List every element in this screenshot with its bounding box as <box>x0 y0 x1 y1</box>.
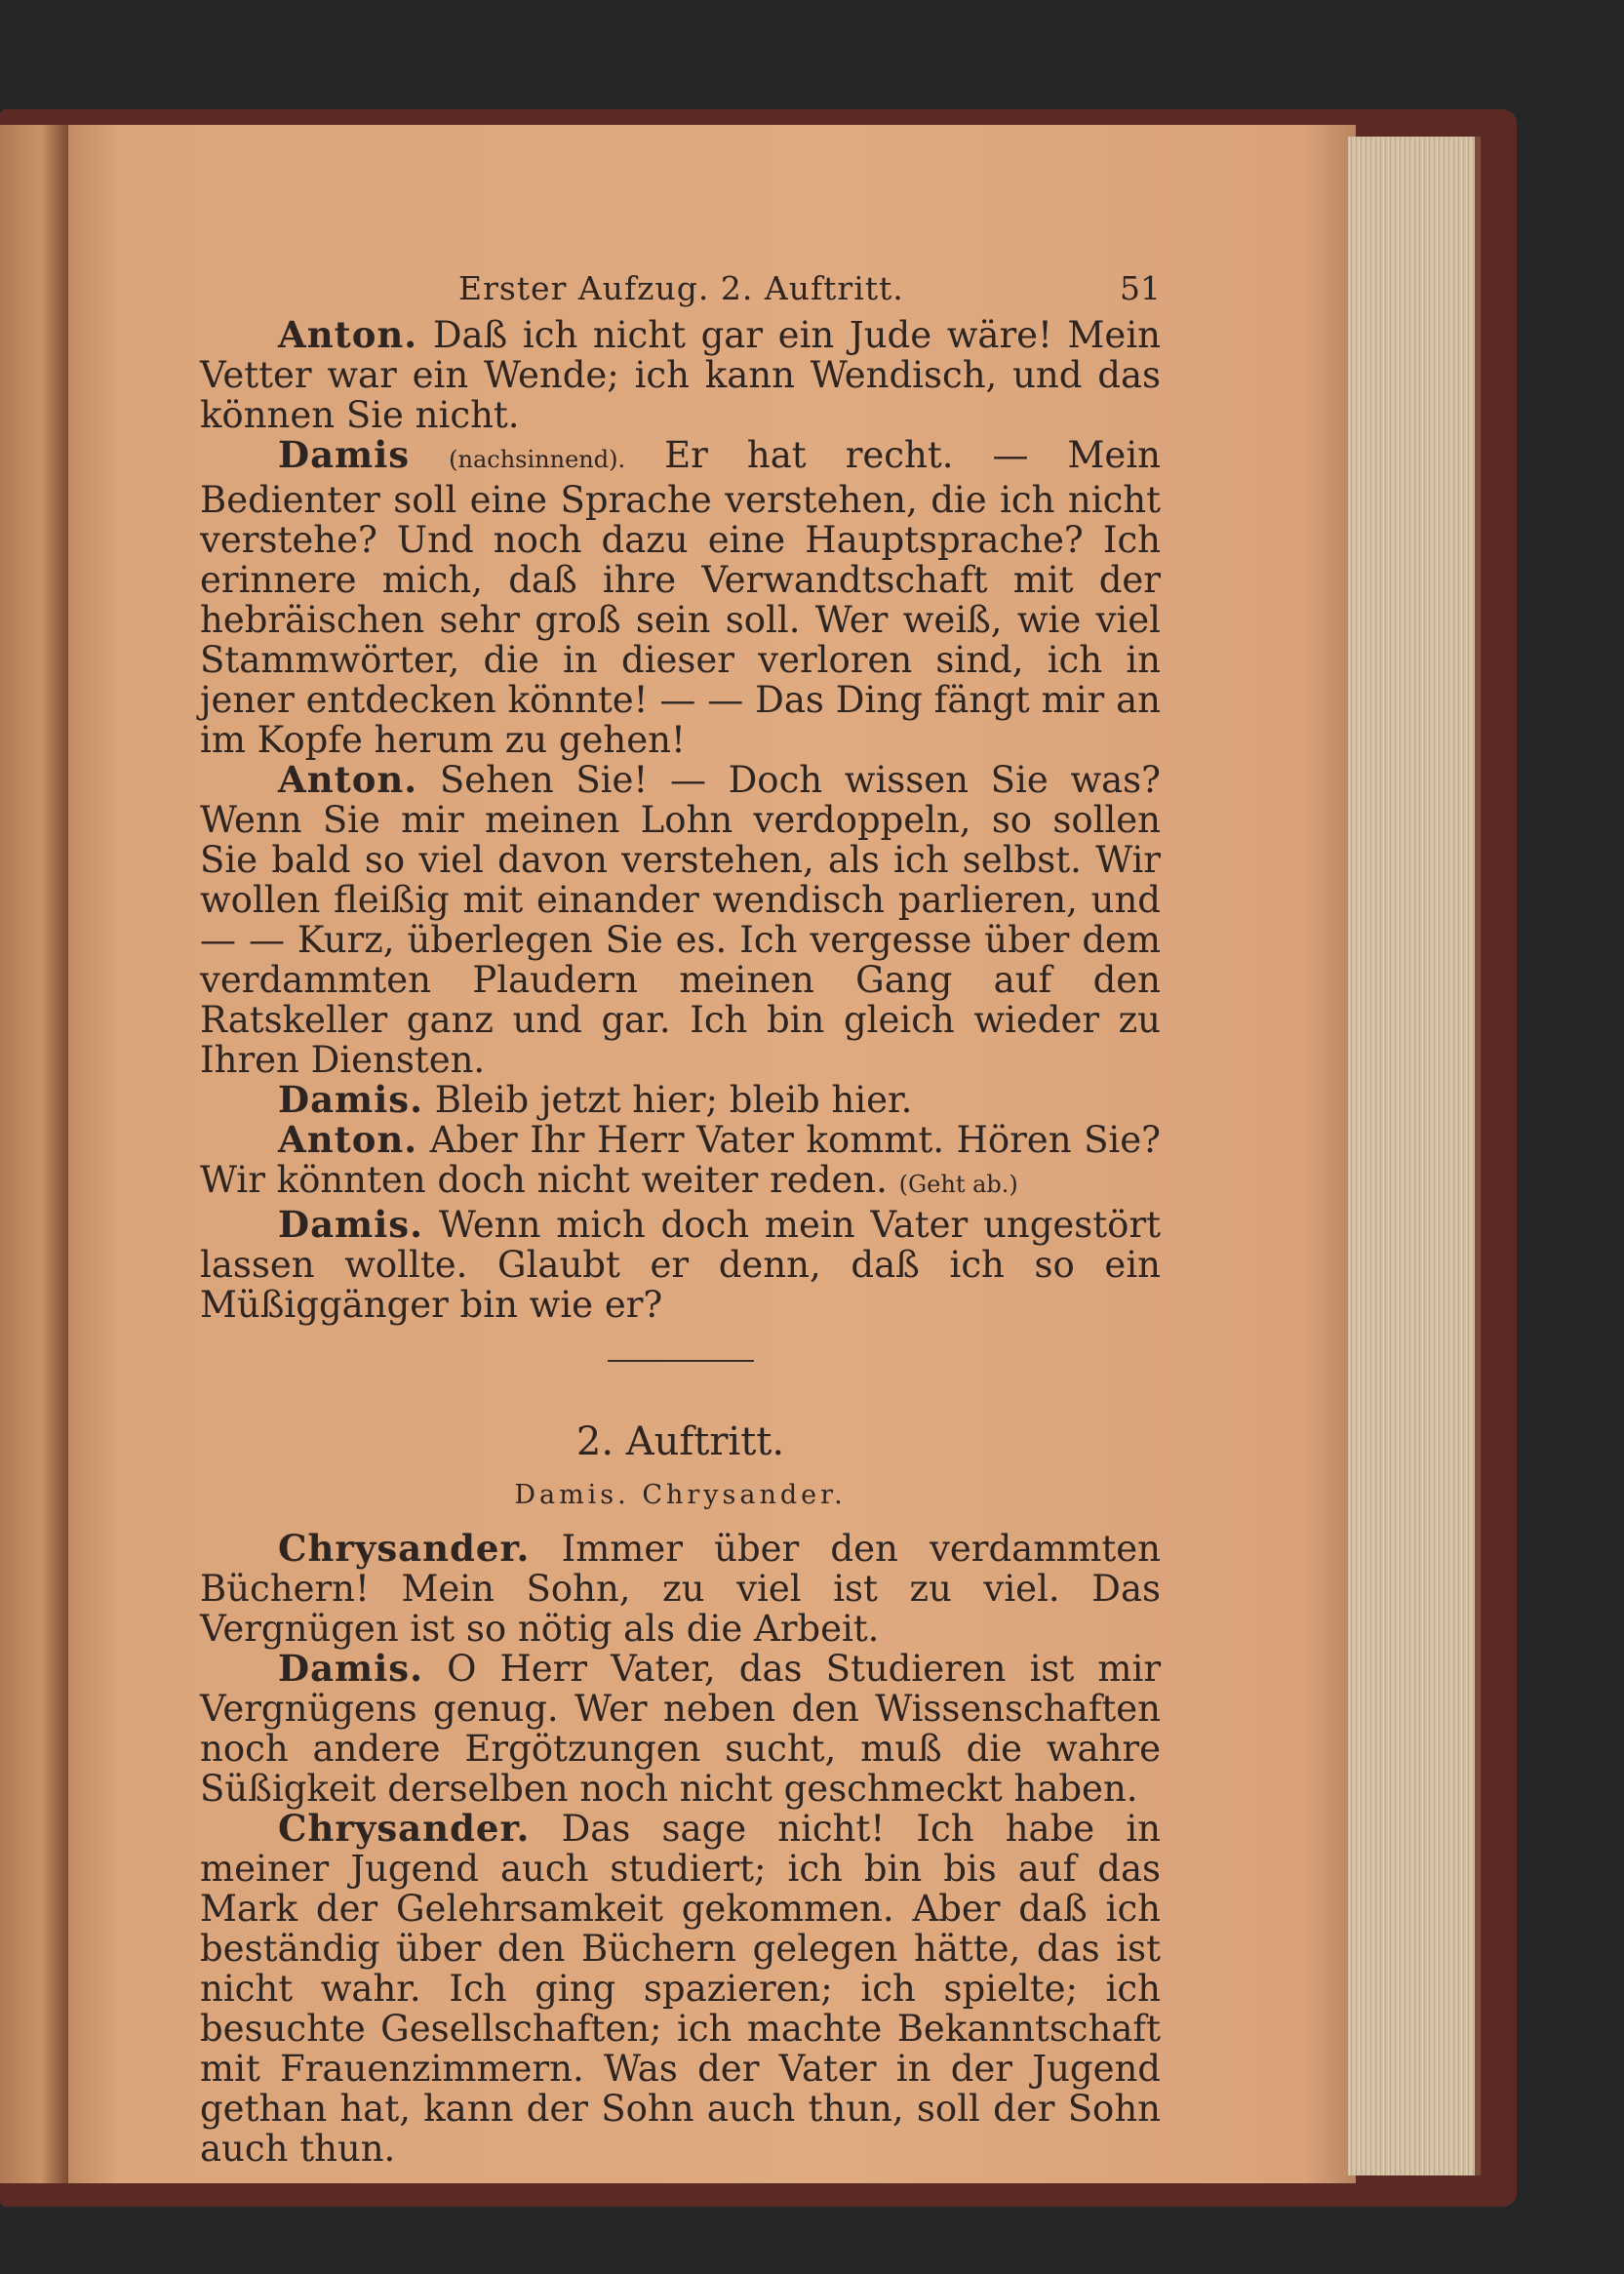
dialogue-paragraph <box>200 1120 1161 1205</box>
dialogue-paragraph <box>200 1529 1161 1649</box>
speaker-name: Anton. <box>278 758 418 801</box>
speaker-name: Damis. <box>278 1078 423 1121</box>
dialogue-text: Daß ich nicht gar ein Jude wäre! Mein Vetter war ein Wende; ich kann Wendisch, und das können Sie nicht. <box>200 314 1161 436</box>
speaker-name: Anton. <box>278 313 418 356</box>
page-edges <box>1348 137 1481 2175</box>
dialogue-text: O Herr Vater, das Studieren ist mir Vergnügens genug. Wer neben den Wissenschaften noch andere Ergötzungen sucht, muß die wahre Süßigkeit derselben noch nicht geschmeckt haben. <box>200 1648 1161 1810</box>
stage-direction: (nachsinnend). <box>449 446 626 473</box>
dialogue-text: Aber Ihr Herr Vater kommt. Hören Sie? Wir könnten doch nicht weiter reden. <box>200 1119 1161 1201</box>
dialogue-text: Bleib jetzt hier; bleib hier. <box>434 1079 913 1121</box>
running-head <box>200 268 1161 315</box>
speaker-name: Chrysander. <box>278 1807 531 1850</box>
dialogue-paragraph <box>200 1809 1161 2169</box>
page-number: 51 <box>1120 269 1161 307</box>
dialogue-paragraph <box>200 760 1161 1080</box>
dialogue-text: Er hat recht. — Mein Bedienter soll eine Sprache verstehen, die ich nicht verstehe? Und noch dazu eine Hauptsprache? Ich erinnere mich, daß ihre Verwandtschaft mit der hebräischen sehr groß sein soll. Wer weiß, wie viel Stammwörter, die in dieser verloren sind, ich in jener entdecken könnte! — — Das Ding fängt mir an im Kopfe herum zu gehen! <box>200 434 1161 761</box>
dialogue-paragraph <box>200 435 1161 760</box>
speaker-name: Damis <box>278 433 411 476</box>
dialogue-paragraph <box>200 315 1161 435</box>
speaker-name: Damis. <box>278 1647 423 1690</box>
scene-characters: Damis. Chrysander. <box>514 1480 847 1510</box>
page-content <box>200 268 1161 2169</box>
dialogue-paragraph <box>200 1205 1161 1325</box>
dialogue-paragraph <box>200 1649 1161 1809</box>
stage-direction-exit: (Geht ab.) <box>898 1171 1018 1198</box>
dialogue-text: Immer über den verdammten Büchern! Mein Sohn, zu viel ist zu viel. Das Vergnügen ist so nötig als die Arbeit. <box>200 1528 1161 1650</box>
dialogue-text: Sehen Sie! — Doch wissen Sie was? Wenn Sie mir meinen Lohn verdoppeln, so sollen Sie bald so viel davon verstehen, als ich selbst. Wir wollen fleißig mit einander wendisch parlieren, und — — Kurz, überlegen Sie es. Ich vergesse über dem verdammten Plaudern meinen Gang auf den Ratskeller ganz und gar. Ich bin gleich wieder zu Ihren Diensten. <box>200 759 1161 1081</box>
section-divider <box>608 1360 754 1362</box>
speaker-name: Damis. <box>278 1203 423 1246</box>
dialogue-text: Wenn mich doch mein Vater ungestört lassen wollte. Glaubt er denn, daß ich so ein Müßiggänger bin wie er? <box>200 1204 1161 1326</box>
left-page-edge <box>0 125 68 2183</box>
dialogue-text: Das sage nicht! Ich habe in meiner Jugend auch studiert; ich bin bis auf das Mark der Gelehrsamkeit gekommen. Aber daß ich beständig über den Büchern gelegen hätte, das ist nicht wahr. Ich ging spazieren; ich spielte; ich besuchte Gesellschaften; ich machte Bekanntschaft mit Frauenzimmern. Was der Vater in der Jugend gethan hat, kann der Sohn auch thun, soll der Sohn auch thun. <box>200 1808 1162 2170</box>
speaker-name: Chrysander. <box>278 1527 531 1570</box>
speaker-name: Anton. <box>278 1118 418 1161</box>
running-title: Erster Aufzug. 2. Auftritt. <box>458 269 904 307</box>
scene-heading: 2. Auftritt. <box>575 1419 785 1464</box>
dialogue-paragraph <box>200 1080 1161 1120</box>
